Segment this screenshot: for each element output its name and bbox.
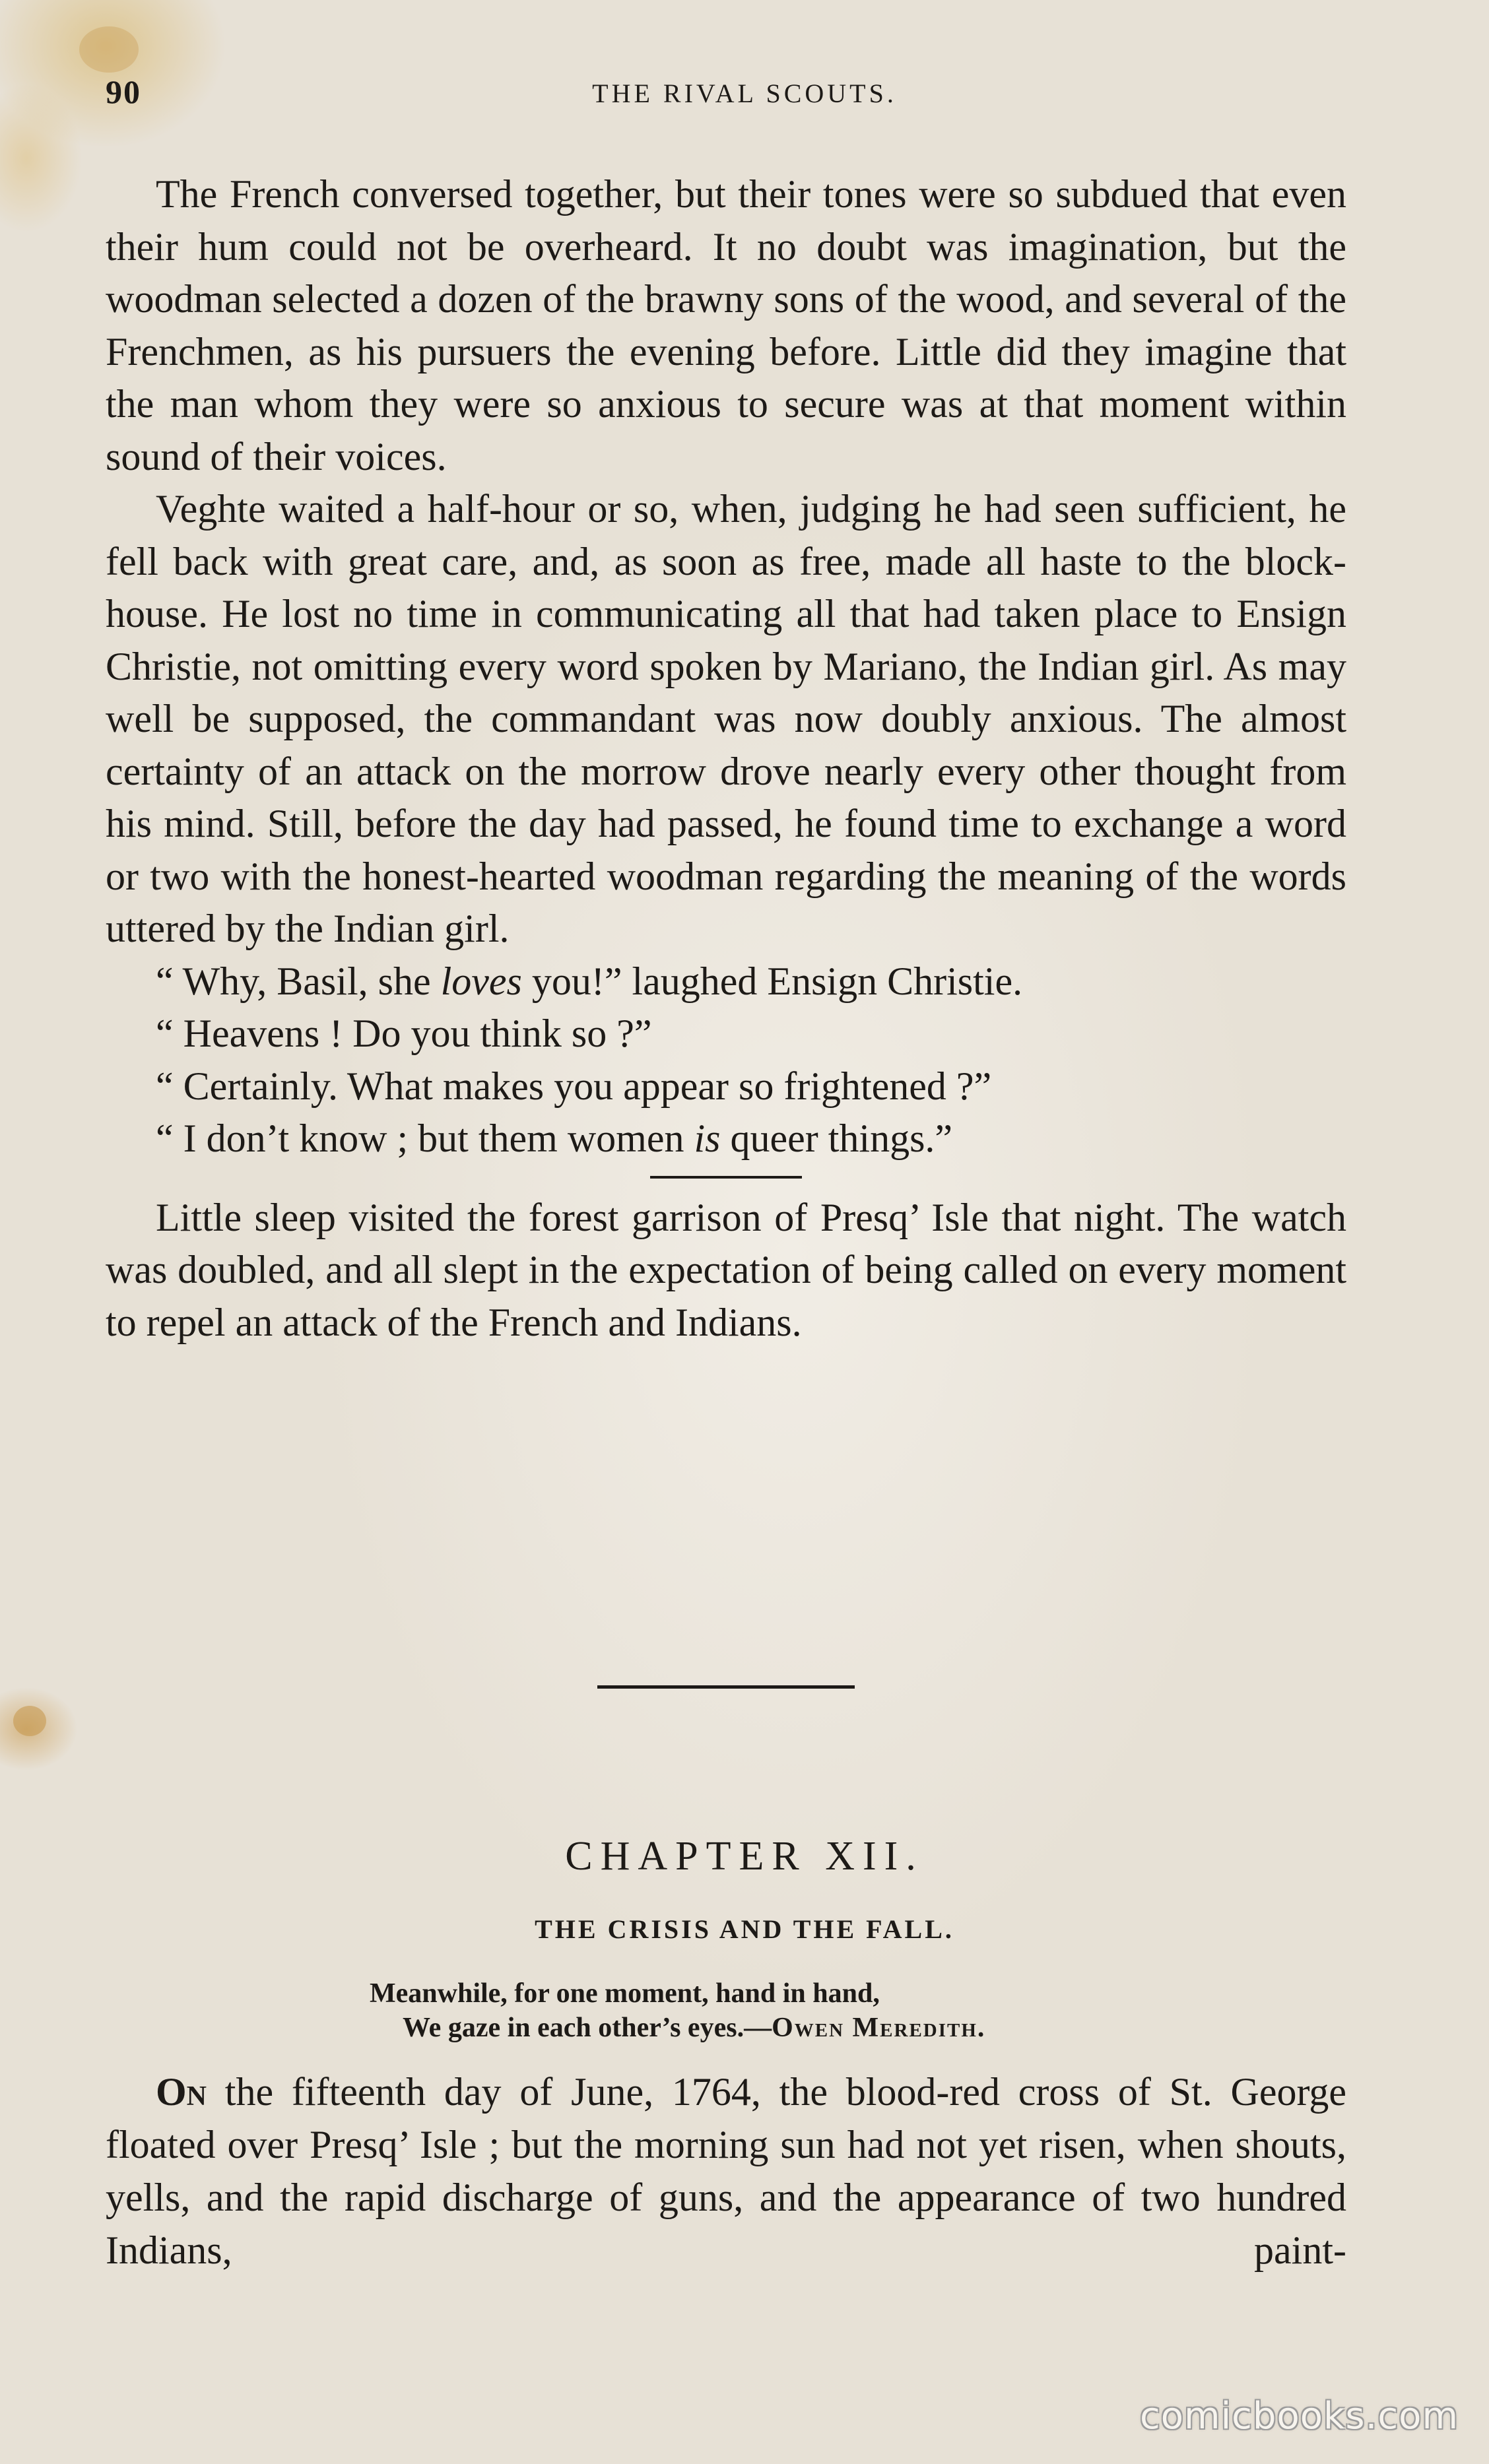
dialogue-line bbox=[106, 1008, 1346, 1060]
paragraph: Veghte waited a half-hour or so, when, judging he had seen sufficient, he fell back with great care, and, as soon as free, made all haste to the block-house. He lost no time in communicating all that had taken place to Ensign Christie, not omitting every word spoken by Mariano, the Indian girl. As may well be supposed, the commandant was now doubly anxious. The almost certainty of an attack on the morrow drove nearly every other thought from his mind. Still, before the day had passed, he found time to exchange a word or two with the honest-hearted woodman regarding the meaning of the words uttered by the Indian girl. bbox=[106, 487, 1346, 950]
chapter-body bbox=[106, 2065, 1346, 2277]
epigraph-line bbox=[370, 2011, 985, 2045]
chapter-subtitle: THE CRISIS AND THE FALL. bbox=[535, 1914, 954, 1944]
epigraph-line: Meanwhile, for one moment, hand in hand, bbox=[370, 1978, 880, 2009]
opening-text: the fifteenth day of June, 1764, the blood-red cross of St. George floated over Presq’ Isle ; but the morning sun had not yet risen, when shouts, yells, and the rapid discharge of guns, and the appearance of two hundred Indians, paint- bbox=[106, 2070, 1346, 2272]
dialogue-text: “ Certainly. What makes you appear so frightened ?” bbox=[156, 1064, 992, 1108]
dialogue-text: queer things.” bbox=[720, 1117, 953, 1160]
paragraph bbox=[106, 2065, 1346, 2277]
watermark-logo: comicbooks.com bbox=[1139, 2395, 1459, 2438]
chapter-title: CHAPTER XII. bbox=[565, 1834, 924, 1879]
page-number: 90 bbox=[106, 73, 141, 110]
running-head: THE RIVAL SCOUTS. bbox=[592, 79, 897, 108]
page-header bbox=[0, 73, 1489, 112]
dialogue-line bbox=[106, 956, 1346, 1008]
dialogue-line bbox=[106, 1060, 1346, 1113]
paragraph: Little sleep visited the forest garrison of Presq’ Isle that night. The watch was doubled, and all slept in the expectation of being called on every moment to repel an attack of the French and Indians. bbox=[106, 1195, 1346, 1344]
dialogue-emphasis: is bbox=[694, 1117, 721, 1160]
dialogue-text: “ Heavens ! Do you think so ?” bbox=[156, 1012, 652, 1055]
dialogue-text: “ I don’t know ; but them women bbox=[156, 1117, 694, 1160]
section-divider bbox=[650, 1176, 802, 1179]
epigraph-text: We gaze in each other’s eyes.— bbox=[403, 2013, 772, 2043]
dialogue-line bbox=[106, 1113, 1346, 1165]
dialogue-emphasis: loves bbox=[440, 959, 522, 1003]
dialogue-text: “ Why, Basil, she bbox=[156, 959, 441, 1003]
epigraph bbox=[370, 1976, 985, 2045]
chapter-divider bbox=[597, 1685, 855, 1689]
epigraph-author: Owen Meredith. bbox=[772, 2013, 986, 2043]
body-text bbox=[106, 168, 1346, 1349]
stain-spot bbox=[79, 26, 139, 73]
opening-word: On bbox=[156, 2070, 207, 2114]
dialogue-text: you!” laughed Ensign Christie. bbox=[521, 959, 1023, 1003]
paragraph: The French conversed together, but their tones were so subdued that even their hum could not be overheard. It no doubt was imagination, but the woodman selected a dozen of the brawny sons of the wood, and several of the Frenchmen, as his pursuers the evening before. Little did they imagine that the man whom they were so anxious to secure was at that moment within sound of their voices. bbox=[106, 172, 1346, 478]
stain-spot bbox=[13, 1706, 46, 1736]
